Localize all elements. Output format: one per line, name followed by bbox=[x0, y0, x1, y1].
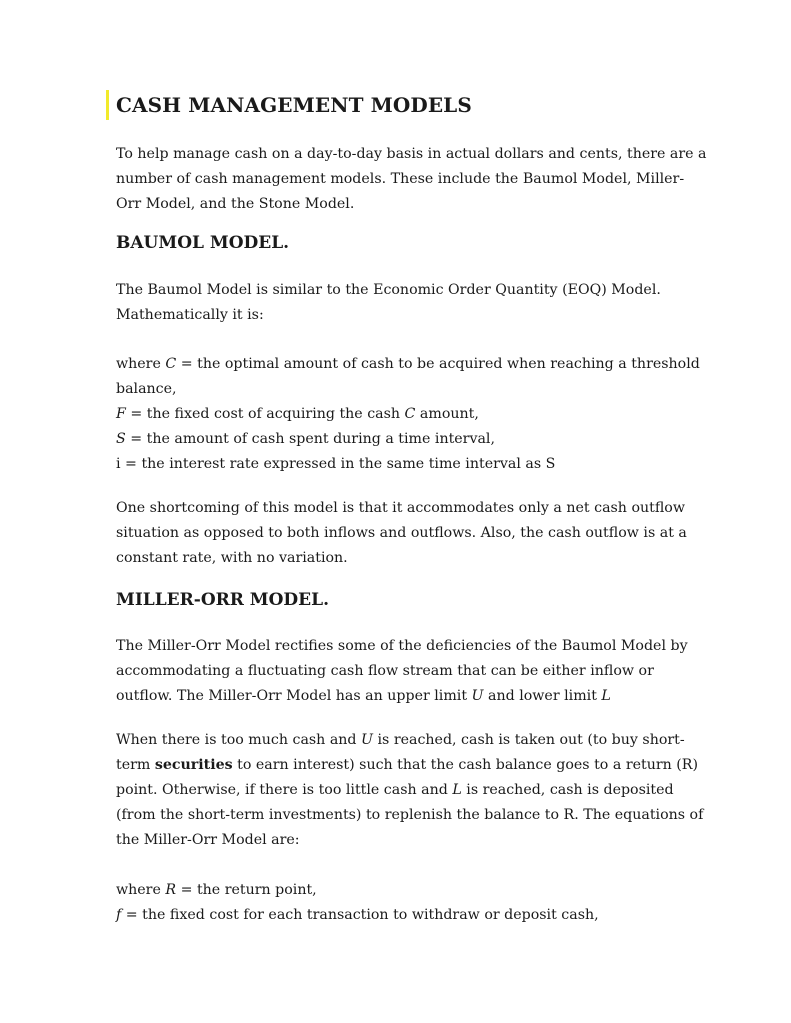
where-word: where bbox=[116, 356, 166, 372]
variable-c-ref: C bbox=[404, 406, 416, 422]
mechanics-text: is reached, cash is taken out (to buy short- bbox=[372, 732, 685, 748]
mechanics-text: When there is too much cash and bbox=[116, 732, 362, 748]
variable-f: F bbox=[116, 406, 126, 422]
baumol-description bbox=[116, 278, 686, 328]
variable-s-definition: = the amount of cash spent during a time interval, bbox=[125, 431, 495, 447]
miller-orr-variables bbox=[116, 878, 686, 928]
variable-f-definition-end: amount, bbox=[415, 406, 479, 422]
variable-c-line-cont: balance, bbox=[116, 381, 177, 397]
variable-f: f bbox=[116, 907, 122, 923]
variable-c-definition: = the optimal amount of cash to be acquired when reaching a threshold bbox=[176, 356, 700, 372]
variable-u: U bbox=[471, 688, 484, 704]
mechanics-line: (from the short-term investments) to replenish the balance to R. The equations of bbox=[116, 807, 704, 823]
miller-orr-description bbox=[116, 634, 686, 709]
intro-paragraph bbox=[116, 142, 707, 217]
miller-orr-line: accommodating a fluctuating cash flow stream that can be either inflow or bbox=[116, 663, 654, 679]
miller-orr-line: The Miller-Orr Model rectifies some of the deficiencies of the Baumol Model by bbox=[116, 638, 688, 654]
baumol-description-line: Mathematically it is: bbox=[116, 307, 264, 323]
limits-text: and lower limit bbox=[483, 688, 602, 704]
mechanics-text: is reached, cash is deposited bbox=[461, 782, 674, 798]
shortcoming-line: One shortcoming of this model is that it accommodates only a net cash outflow bbox=[116, 500, 685, 516]
variable-f-definition: = the fixed cost of acquiring the cash bbox=[125, 406, 405, 422]
mechanics-line bbox=[116, 753, 699, 778]
baumol-heading: BAUMOL MODEL. bbox=[116, 233, 290, 253]
variable-c-line bbox=[116, 352, 700, 377]
variable-r-line bbox=[116, 878, 686, 903]
variable-s-line bbox=[116, 427, 686, 452]
variable-f-definition: = the fixed cost for each transaction to withdraw or deposit cash, bbox=[121, 907, 599, 923]
mechanics-text: point. Otherwise, if there is too little cash and bbox=[116, 782, 453, 798]
title-highlight-bar bbox=[106, 90, 109, 120]
variable-r: R bbox=[165, 882, 177, 898]
variable-f-line bbox=[116, 903, 686, 928]
variable-f-line bbox=[116, 402, 686, 427]
page-title: CASH MANAGEMENT MODELS bbox=[116, 93, 472, 117]
baumol-variables bbox=[116, 352, 700, 477]
mechanics-line bbox=[116, 728, 686, 753]
mechanics-line bbox=[116, 778, 686, 803]
intro-line: number of cash management models. These include the Baumol Model, Miller- bbox=[116, 171, 685, 187]
variable-r-definition: = the return point, bbox=[176, 882, 317, 898]
miller-orr-line bbox=[116, 684, 686, 709]
variable-i-line: i = the interest rate expressed in the same time interval as S bbox=[116, 456, 556, 472]
securities-term: securities bbox=[154, 757, 233, 773]
mechanics-text: term bbox=[116, 757, 155, 773]
where-word: where bbox=[116, 882, 166, 898]
variable-s: S bbox=[116, 431, 126, 447]
variable-u: U bbox=[361, 732, 373, 748]
mechanics-line: the Miller-Orr Model are: bbox=[116, 832, 300, 848]
baumol-description-line: The Baumol Model is similar to the Economic Order Quantity (EOQ) Model. bbox=[116, 282, 661, 298]
shortcoming-line: constant rate, with no variation. bbox=[116, 550, 348, 566]
intro-line: To help manage cash on a day-to-day basis in actual dollars and cents, there are a bbox=[116, 146, 707, 162]
mechanics-text: to earn interest) such that the cash balance goes to a return (R) bbox=[232, 757, 699, 773]
variable-l: L bbox=[452, 782, 462, 798]
shortcoming-line: situation as opposed to both inflows and outflows. Also, the cash outflow is at a bbox=[116, 525, 687, 541]
page-title-block bbox=[106, 91, 472, 119]
miller-orr-mechanics bbox=[116, 728, 704, 853]
variable-c: C bbox=[165, 356, 177, 372]
baumol-shortcoming bbox=[116, 496, 686, 571]
limits-text: outflow. The Miller-Orr Model has an upper limit bbox=[116, 688, 472, 704]
variable-l: L bbox=[601, 688, 611, 704]
intro-line: Orr Model, and the Stone Model. bbox=[116, 196, 355, 212]
miller-orr-heading: MILLER-ORR MODEL. bbox=[116, 590, 329, 610]
